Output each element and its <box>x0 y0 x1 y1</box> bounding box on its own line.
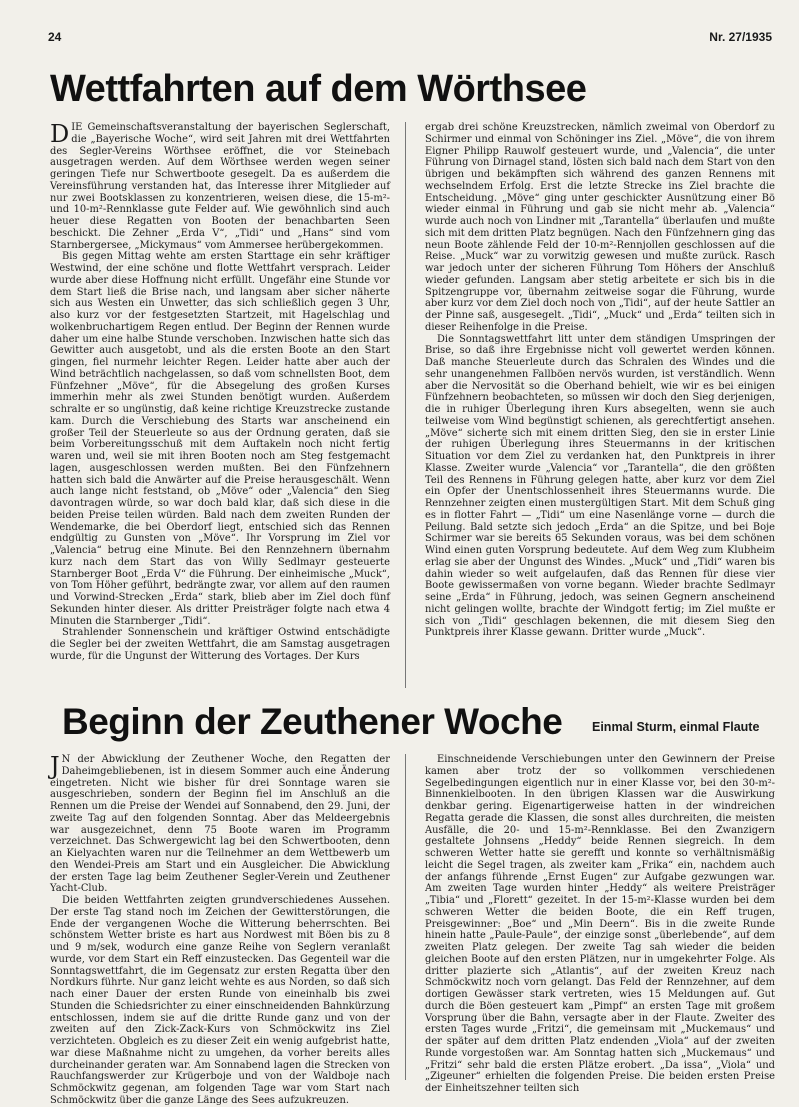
paragraph-text: IE Gemeinschaftsveranstaltung der bayerischen Seglerschaft, die „Bayerische Woche“, wird seit Jahren mit drei Wettfahrten des Segler-Vereins Wörthsee eröffnet, die vor Steinebach ausgetragen werden. Auf dem Wörthsee werden wegen seiner geringen Tiefe nur Schwertboote gesegelt. Da es außerdem die Vereinsführung verstanden hat, das Interesse ihrer Mitglieder auf nur zwei Bootsklassen zu konzentrieren, weisen diese, die 15-m²- und 10-m²-Rennklasse gute Felder auf. Wie gewöhnlich sind auch heuer diese Regatten von Booten der benachbarten Seen beschickt. Die Zehner „Erda V“, „Tidi“ und „Hans“ sind vom Starnbergersee, „Mickymaus“ vom Ammersee herübergekommen. <box>50 122 390 251</box>
article-column-3 <box>50 752 390 1106</box>
article-paragraph <box>50 122 390 251</box>
issue-number: Nr. 27/1935 <box>709 30 772 44</box>
column-divider <box>405 122 406 688</box>
article-paragraph <box>50 754 390 895</box>
article-headline-2: Beginn der Zeuthener Woche <box>62 701 563 742</box>
paragraph-text: N der Abwicklung der Zeuthener Woche, den Regatten der Daheimgebliebenen, ist in diesem Sommer auch eine Änderung eingetreten. Nicht wie bisher für drei Sonntage waren sie ausgeschrieben, sondern der Beginn fiel im Anschluß an die Rennen um die Preise der Wendei auf Sonnabend, den 29. Juni, der zweite Tag auf den folgenden Sonntag. Aber das Meldeergebnis war ausgezeichnet, denn 75 Boote waren im Programm verzeichnet. Das Schwergewicht lag bei den Schwertbooten, denn an Kielyachten waren nur die Teilnehmer an dem Wettbewerb um den Wendei-Preis am Start und ein Ausgleicher. Die Abwicklung der ersten Tage lag beim Zeuthener Segler-Verein und Zeuthener Yacht-Club. <box>50 754 390 895</box>
article-paragraph: Die Sonntagswettfahrt litt unter dem ständigen Umspringen der Brise, so daß ihre Ergebnisse nicht voll gewertet werden können. Daß manche Steuerleute durch das Schralen des Windes und die sehr unangenehmen Fallböen nervös wurden, ist verständlich. Wenn aber die Nervosität so die Oberhand behielt, wie wir es bei einigen Fünfzehnern beobachteten, so müssen wir doch den Sieg derjenigen, die in ruhiger Überlegung ihren Kurs absegelten, wenn sie auch teilweise vom Wind begünstigt schienen, als gerechtfertigt ansehen. „Möve“ sicherte sich mit einem dritten Sieg, den sie in erster Linie der ruhigen Überlegung ihres Steuermanns in der kritischen Situation vor dem Ziel zu verdanken hat, den Punktpreis in ihrer Klasse. Zweiter wurde „Valencia“ vor „Tarantella“, die den größten Teil des Rennens in Führung gelegen hatte, aber kurz vor dem Ziel ein Opfer der Unentschlossenheit ihres Steuermanns wurde. Die Rennzehner zeigten einen mustergültigen Start. Mit dem Schuß ging es in flotter Fahrt — „Tidi“ um eine Nasenlänge vorne — durch die Peilung. Bald setzte sich jedoch „Erda“ an die Spitze, und bei Boje Schirmer war sie bereits 65 Sekunden voraus, was bei dem schönen Wind einen guten Vorsprung bedeutete. Auf dem Weg zum Klubheim erlag sie aber der Ungunst des Windes. „Muck“ und „Tidi“ waren bis dahin wieder so weit aufgelaufen, daß das Rennen für diese vier Boote gewissermaßen von vorne begann. Wieder brachte Sedlmayr seine „Erda“ in Führung, jedoch, was seinen Gegnern anscheinend nicht gelingen wollte, brachte der Windgott fertig; im Ziel mußte er sich von „Tidi“ geschlagen bekennen, die mit diesem Sieg den Punktpreis ihrer Klasse gewann. Dritter wurde „Muck“. <box>425 333 775 639</box>
drop-cap: J <box>50 752 60 780</box>
article-paragraph: Die beiden Wettfahrten zeigten grundverschiedenes Aussehen. Der erste Tag stand noch im Zeichen der Gewitterstörungen, die Ende der vergangenen Woche die Witterung beherrschten. Bei schönstem Wetter briste es hart aus Nordwest mit Böen bis zu 8 und 9 m/sek, wodurch eine ganze Reihe von Seglern veranlaßt wurde, vor dem Start ein Reff einzustecken. Das Gegenteil war die Sonntagswettfahrt, die im Gegensatz zur ersten Regatta über den Nordkurs führte. Nur ganz leicht wehte es aus Norden, so daß sich nach einer Dauer der ersten Runde von eineinhalb bis zwei Stunden die Schiedsrichter zu einer einschneidenden Bahnkürzung entschlossen, indem sie auf die dritte Runde ganz und von der zweiten auf den Zick-Zack-Kurs von Schmöckwitz ins Ziel verzichteten. Obgleich es zu dieser Zeit ein wenig aufgebrist hatte, war diese Maßnahme nicht zu umgehen, da vorher bereits alles durcheinander geraten war. Am Sonnabend lagen die Strecken von Rauchfangswerder zur Krügerboje und von der Waldboje nach Schmöckwitz gegenan, am folgenden Tage war vom Start nach Schmöckwitz über die ganze Länge des Sees aufzukreuzen. <box>50 895 390 1106</box>
article-column-1 <box>50 122 390 690</box>
article-paragraph: Einschneidende Verschiebungen unter den Gewinnern der Preise kamen aber trotz der so vollkommen verschiedenen Segelbedingungen eigentlich nur in einer Klasse vor, bei den 30-m²-Binnenkielbooten. In den übrigen Klassen war die Auswirkung denkbar gering. Eigenartigerweise hatten in der windreichen Regatta gerade die Klassen, die sonst alles durchreiten, die meisten Ausfälle, die 20- und 15-m²-Rennklasse. Bei den Zwanzigern gestaltete Johnsens „Heddy“ beide Rennen siegreich. In dem schweren Wetter hatte sie gerefft und konnte so verhältnismäßig leicht die Segel tragen, als zweiter kam „Frika“ ein, nachdem auch der anfangs führende „Ernst Eugen“ zur Aufgabe gezwungen war. Am zweiten Tage wurden hinter „Heddy“ als weitere Preisträger „Tibia“ und „Florett“ gezeitet. In der 15-m²-Klasse wurden bei dem schweren Wetter die beiden Boote, die ein Reff trugen, Preisgewinner: „Boe“ und „Min Deern“. Bis in die zweite Runde hinein hatte „Paule-Paule“, der einzige sonst „überlebende“, auf dem zweiten Platz gelegen. Der zweite Tag sah wieder die beiden gleichen Boote auf den ersten Plätzen, nur in umgekehrter Folge. Als dritter plazierte sich „Atlantis“, auf der zweiten Kreuz nach Schmöckwitz noch vorn gelangt. Das Feld der Rennzehner, auf dem dortigen Gewässer stark vertreten, wies 15 Meldungen auf. Gut durch die Böen gesteuert kam „Pimpf“ an ersten Tage mit großem Vorsprung über die Bahn, versagte aber in der Flaute. Zweiter des ersten Tages wurde „Fritzi“, die gemeinsam mit „Muckemaus“ und der später auf dem dritten Platz endenden „Viola“ auf der zweiten Runde vorgestoßen war. Am Sonntag hatten sich „Muckemaus“ und „Fritzi“ sehr bald die ersten Plätze erobert. „Da issa“, „Viola“ und „Zigeuner“ erhielten die folgenden Preise. Die beiden ersten Preise der Einheitszehner teilten sich <box>425 754 775 1094</box>
article-subheadline: Einmal Sturm, einmal Flaute <box>592 720 760 734</box>
article-paragraph: Strahlender Sonnenschein und kräftiger Ostwind entschädigte die Segler bei der zweiten Wettfahrt, die am Samstag ausgetragen wurde, für die Ungunst der Witterung des Vortages. Der Kurs <box>50 627 390 662</box>
page-number: 24 <box>48 30 62 44</box>
article-column-4 <box>425 754 775 1094</box>
drop-cap: D <box>50 120 70 148</box>
article-column-2 <box>425 122 775 690</box>
article-paragraph: Bis gegen Mittag wehte am ersten Starttage ein sehr kräftiger Westwind, der eine schöne und flotte Wettfahrt versprach. Leider wurde aber diese Hoffnung nicht erfüllt. Ungefähr eine Stunde vor dem Start ließ die Brise nach, und langsam aber sicher näherte sich aus Westen ein Unwetter, das sich schließlich gegen 3 Uhr, also kurz vor der festgesetzten Startzeit, mit Hagelschlag und wolkenbruchartigem Regen entlud. Der Beginn der Rennen wurde daher um eine halbe Stunde verschoben. Inzwischen hatte sich das Gewitter auch ausgetobt, und als die ersten Boote an den Start gingen, fiel nurmehr leichter Regen. Leider hatte aber auch der Wind beträchtlich nachgelassen, so daß vom schnellsten Boot, dem Fünfzehner „Möve“, für die Absegelung des großen Kurses immerhin mehr als zwei Stunden benötigt wurden. Außerdem schralte er so ungünstig, daß keine richtige Kreuzstrecke zustande kam. Durch die Verschiebung des Starts war anscheinend ein großer Teil der Steuerleute so aus der Ordnung geraten, daß sie beim Vorbereitungsschuß mit dem Auftakeln noch nicht fertig waren und, weil sie mit ihren Booten noch am Steg festgemacht lagen, ausgeschlossen werden mußten. Bei den Fünfzehnern hatten sich bald die Anwärter auf die Preise herausgeschält. Wenn auch lange nicht feststand, ob „Möve“ oder „Valencia“ den Sieg davontragen würde, so war doch bald klar, daß sich diese in die beiden Preise teilen würden. Bald nach dem zweiten Runden der Wendemarke, die bei Oberdorf liegt, entschied sich das Rennen endgültig zu Gunsten von „Möve“. Ihr Vorsprung im Ziel vor „Valencia“ betrug eine Minute. Bei den Rennzehnern übernahm kurz nach dem Start das von Willy Sedlmayr gesteuerte Starnberger Boot „Erda V“ die Führung. Der einheimische „Muck“, von Tom Höher geführt, bedrängte zwar, vor allem auf den raumen und Vorwind-Strecken „Erda“ stark, blieb aber im Ziel doch fünf Sekunden hinter dieser. Als dritter Preisträger folgte nach etwa 4 Minuten die Starnberger „Tidi“. <box>50 251 390 627</box>
column-divider <box>405 754 406 1080</box>
article-headline: Wettfahrten auf dem Wörthsee <box>50 68 587 110</box>
article-paragraph: ergab drei schöne Kreuzstrecken, nämlich zweimal von Oberdorf zu Schirmer und einmal von Schöninger ins Ziel. „Möve“, die von ihrem Eigner Philipp Rauwolf gesteuert wurde, und „Valencia“, die unter Führung von Dirnagel stand, lösten sich bald nach dem Start von den übrigen und bekämpften sich während des ganzen Rennens mit wechselndem Erfolg. Erst die letzte Strecke ins Ziel brachte die Entscheidung. „Möve“ ging unter geschickter Ausnützung einer Bö wieder einmal in Führung und gab sie nicht mehr ab. „Valencia“ wurde auch noch von Lindner mit „Tarantella“ überlaufen und mußte sich mit dem dritten Platz begnügen. Nach den Fünfzehnern ging das neun Boote zählende Feld der 10-m²-Rennjollen geschlossen auf die Reise. „Muck“ war zu vorwitzig gewesen und mußte zurück. Rasch war jedoch unter der sicheren Führung Tom Höhers der Anschluß wieder gefunden. Langsam aber stetig arbeitete er sich bis in die Spitzengruppe vor, übernahm zeitweise sogar die Führung, wurde aber kurz vor dem Ziel doch noch von „Tidi“, auf der heute Sattler an der Pinne saß, ausgesegelt. „Tidi“, „Muck“ und „Erda“ teilten sich in dieser Reihenfolge in die Preise. <box>425 122 775 333</box>
